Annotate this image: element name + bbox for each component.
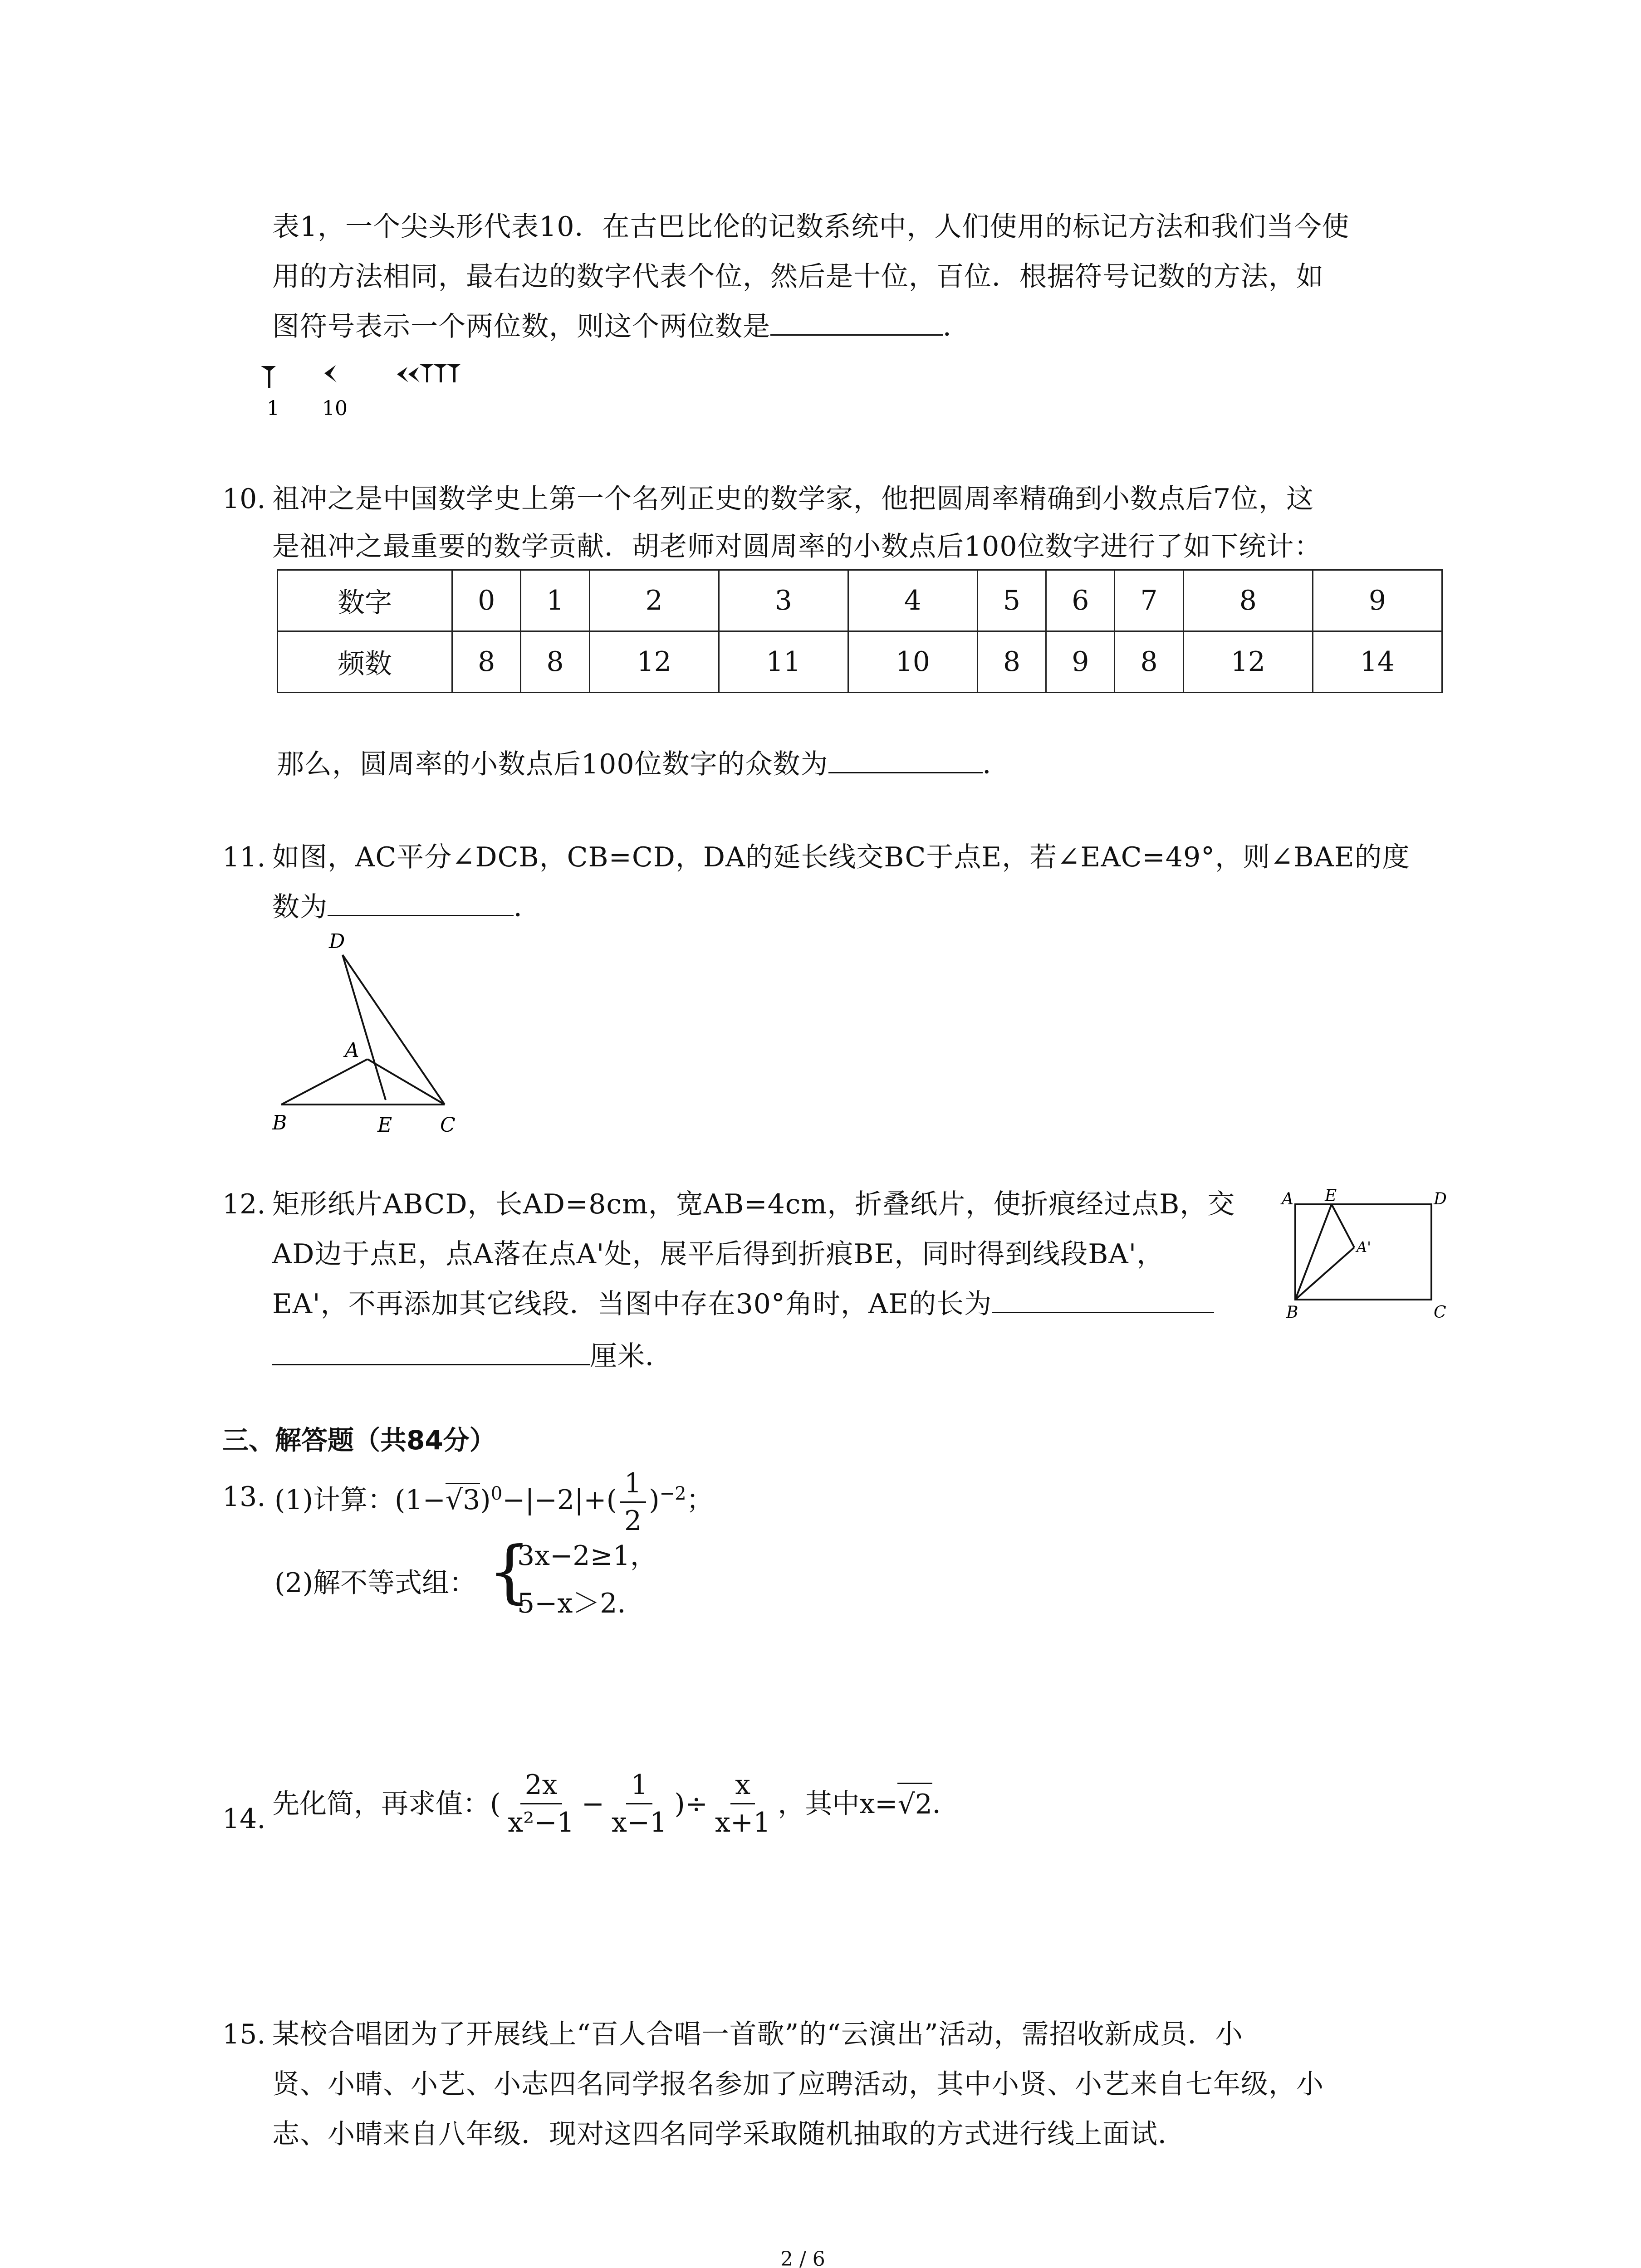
- label-10: 10: [322, 397, 348, 420]
- label-C: C: [440, 1114, 456, 1136]
- two-digit-number-symbol: [397, 364, 460, 382]
- q11-line2: [272, 887, 541, 928]
- table-cell: 2: [589, 570, 719, 631]
- page-number: 2 / 6: [780, 2248, 825, 2268]
- q12-line2: AD边于点E，点A落在点A'处，展平后得到折痕BE，同时得到线段BA'，: [272, 1238, 1165, 1270]
- frac-den: 2: [624, 1505, 642, 1537]
- label-D: D: [329, 930, 345, 953]
- q9-answer-blank[interactable]: [770, 308, 943, 336]
- label-B: B: [272, 1111, 287, 1134]
- q10-line2: 是祖冲之最重要的数学贡献．胡老师对圆周率的小数点后100位数字进行了如下统计：: [272, 531, 1322, 562]
- q9-end: ．: [943, 311, 970, 342]
- expr-part: (1−: [395, 1484, 446, 1516]
- frac-den: x−1: [612, 1807, 667, 1838]
- q9-line2: 用的方法相同，最右边的数字代表个位，然后是十位，百位．根据符号记数的方法，如: [272, 261, 1324, 293]
- divide-sign: )÷: [674, 1788, 708, 1820]
- q10-after: [277, 744, 1010, 785]
- q12-rectangle-figure: [1279, 1184, 1456, 1329]
- q11-number: 11.: [222, 841, 266, 873]
- table-cell: 9: [1046, 631, 1115, 693]
- q11-geometry-figure: [268, 923, 485, 1136]
- q14-expression: [272, 1767, 960, 1841]
- frac-num: 1: [626, 1767, 652, 1804]
- sqrt-value: 3: [463, 1484, 480, 1516]
- q12-unit: 厘米．: [590, 1340, 673, 1372]
- frac-num: 2x: [520, 1767, 562, 1804]
- q10-number: 10.: [222, 483, 266, 515]
- section-heading: 三、解答题（共84分）: [222, 1425, 496, 1456]
- q9-line3-text: 图符号表示一个两位数，则这个两位数是: [272, 311, 770, 342]
- q14-suffix: ，其中x=: [778, 1788, 898, 1820]
- pi-digit-frequency-table: [277, 569, 1443, 693]
- table-cell: 0: [452, 570, 521, 631]
- q15-line3: 志、小晴来自八年级．现对这四名同学采取随机抽取的方式进行线上面试．: [272, 2118, 1185, 2150]
- frac-den: x+1: [715, 1807, 771, 1838]
- q15-number: 15.: [222, 2019, 266, 2050]
- q11-end: ．: [514, 891, 541, 923]
- fraction-2: [607, 1767, 671, 1841]
- label-E: E: [1325, 1187, 1337, 1205]
- exponent-zero: 0: [490, 1483, 503, 1505]
- table-cell: 8: [1115, 631, 1183, 693]
- table-cell: 12: [589, 631, 719, 693]
- q14-prefix: 先化简，再求值：(: [272, 1788, 501, 1820]
- q12-line1: 矩形纸片ABCD，长AD=8cm，宽AB=4cm，折叠纸片，使折痕经过点B，交: [272, 1188, 1235, 1220]
- table-cell: 4: [848, 570, 977, 631]
- label-1: 1: [267, 397, 279, 420]
- sqrt-symbol: √2: [897, 1783, 932, 1825]
- q10-after-text: 那么，圆周率的小数点后100位数字的众数为: [277, 748, 828, 780]
- table-cell: 频数: [278, 631, 452, 693]
- table-cell: 1: [521, 570, 589, 631]
- q12-line3: [272, 1284, 1214, 1325]
- q14-end: ．: [932, 1788, 960, 1820]
- table-cell: 9: [1313, 570, 1442, 631]
- q10-end: ．: [982, 748, 1010, 780]
- q11-answer-blank[interactable]: [328, 889, 514, 916]
- table-cell: 3: [719, 570, 848, 631]
- q12-answer-blank-2[interactable]: [272, 1338, 590, 1365]
- table-cell: 10: [848, 631, 977, 693]
- minus-sign: −: [581, 1788, 605, 1820]
- expr-part: −|−2|+(: [502, 1484, 617, 1516]
- table-cell: 12: [1183, 631, 1313, 693]
- inequality-1: 3x−2≥1，: [517, 1540, 657, 1572]
- q12-line4: [272, 1336, 673, 1377]
- table-cell: 7: [1115, 570, 1183, 631]
- q13-part1: [274, 1465, 714, 1539]
- q13-part1-label: (1)计算：: [274, 1484, 395, 1516]
- label-B: B: [1286, 1303, 1298, 1322]
- expr-end: ；: [686, 1484, 714, 1516]
- expr-part: ): [480, 1484, 491, 1516]
- wedge-10-symbol: [324, 365, 337, 382]
- frac-den: x²−1: [508, 1807, 574, 1838]
- table-row-frequencies: [278, 631, 1442, 693]
- table-cell: 8: [977, 631, 1046, 693]
- brace-symbol: {: [488, 1532, 531, 1611]
- q13-part2-label: (2)解不等式组：: [274, 1567, 476, 1599]
- q13-number: 13.: [222, 1481, 266, 1513]
- label-A-prime: A': [1357, 1238, 1371, 1256]
- sqrt-symbol: √3: [446, 1483, 480, 1516]
- table-row-digits: [278, 570, 1442, 631]
- q12-line3-text: EA'，不再添加其它线段．当图中存在30°角时，AE的长为: [272, 1288, 992, 1320]
- fraction-3: [710, 1767, 775, 1841]
- frac-num: x: [730, 1767, 755, 1804]
- fraction-one-half: [620, 1465, 646, 1539]
- inequality-2: 5−x＞2．: [517, 1588, 645, 1619]
- table-cell: 8: [1183, 570, 1313, 631]
- fraction-1: [503, 1767, 578, 1841]
- wedge-1-symbol: [261, 366, 276, 388]
- q11-line1: 如图，AC平分∠DCB，CB=CD，DA的延长线交BC于点E，若∠EAC=49°，则∠BAE的度: [272, 841, 1410, 873]
- table-cell: 数字: [278, 570, 452, 631]
- label-E: E: [377, 1114, 392, 1136]
- table-cell: 5: [977, 570, 1046, 631]
- label-A: A: [1282, 1190, 1293, 1208]
- q10-line1: 祖冲之是中国数学史上第一个名列正史的数学家，他把圆周率精确到小数点后7位，这: [272, 483, 1314, 515]
- table-cell: 6: [1046, 570, 1115, 631]
- table-cell: 14: [1313, 631, 1442, 693]
- q11-line2-text: 数为: [272, 891, 328, 923]
- q15-line2: 贤、小晴、小艺、小志四名同学报名参加了应聘活动，其中小贤、小艺来自七年级，小: [272, 2068, 1324, 2100]
- q10-answer-blank[interactable]: [828, 746, 983, 773]
- label-C: C: [1434, 1303, 1446, 1322]
- sqrt-value: 2: [915, 1789, 932, 1820]
- babylonian-numerals-figure: [259, 361, 476, 429]
- exponent-neg2: −2: [659, 1483, 686, 1505]
- q9-line3: [272, 306, 970, 347]
- q14-number: 14.: [222, 1803, 266, 1835]
- table-cell: 8: [521, 631, 589, 693]
- q12-answer-blank-1[interactable]: [992, 1286, 1214, 1313]
- q12-number: 12.: [222, 1188, 266, 1220]
- q9-line1: 表1，一个尖头形代表10．在古巴比伦的记数系统中，人们使用的标记方法和我们当今使: [272, 211, 1350, 243]
- table-cell: 8: [452, 631, 521, 693]
- label-D: D: [1434, 1190, 1447, 1208]
- label-A: A: [345, 1039, 359, 1062]
- expr-part: ): [649, 1484, 660, 1516]
- frac-num: 1: [620, 1465, 646, 1503]
- table-cell: 11: [719, 631, 848, 693]
- q15-line1: 某校合唱团为了开展线上“百人合唱一首歌”的“云演出”活动，需招收新成员．小: [272, 2019, 1243, 2050]
